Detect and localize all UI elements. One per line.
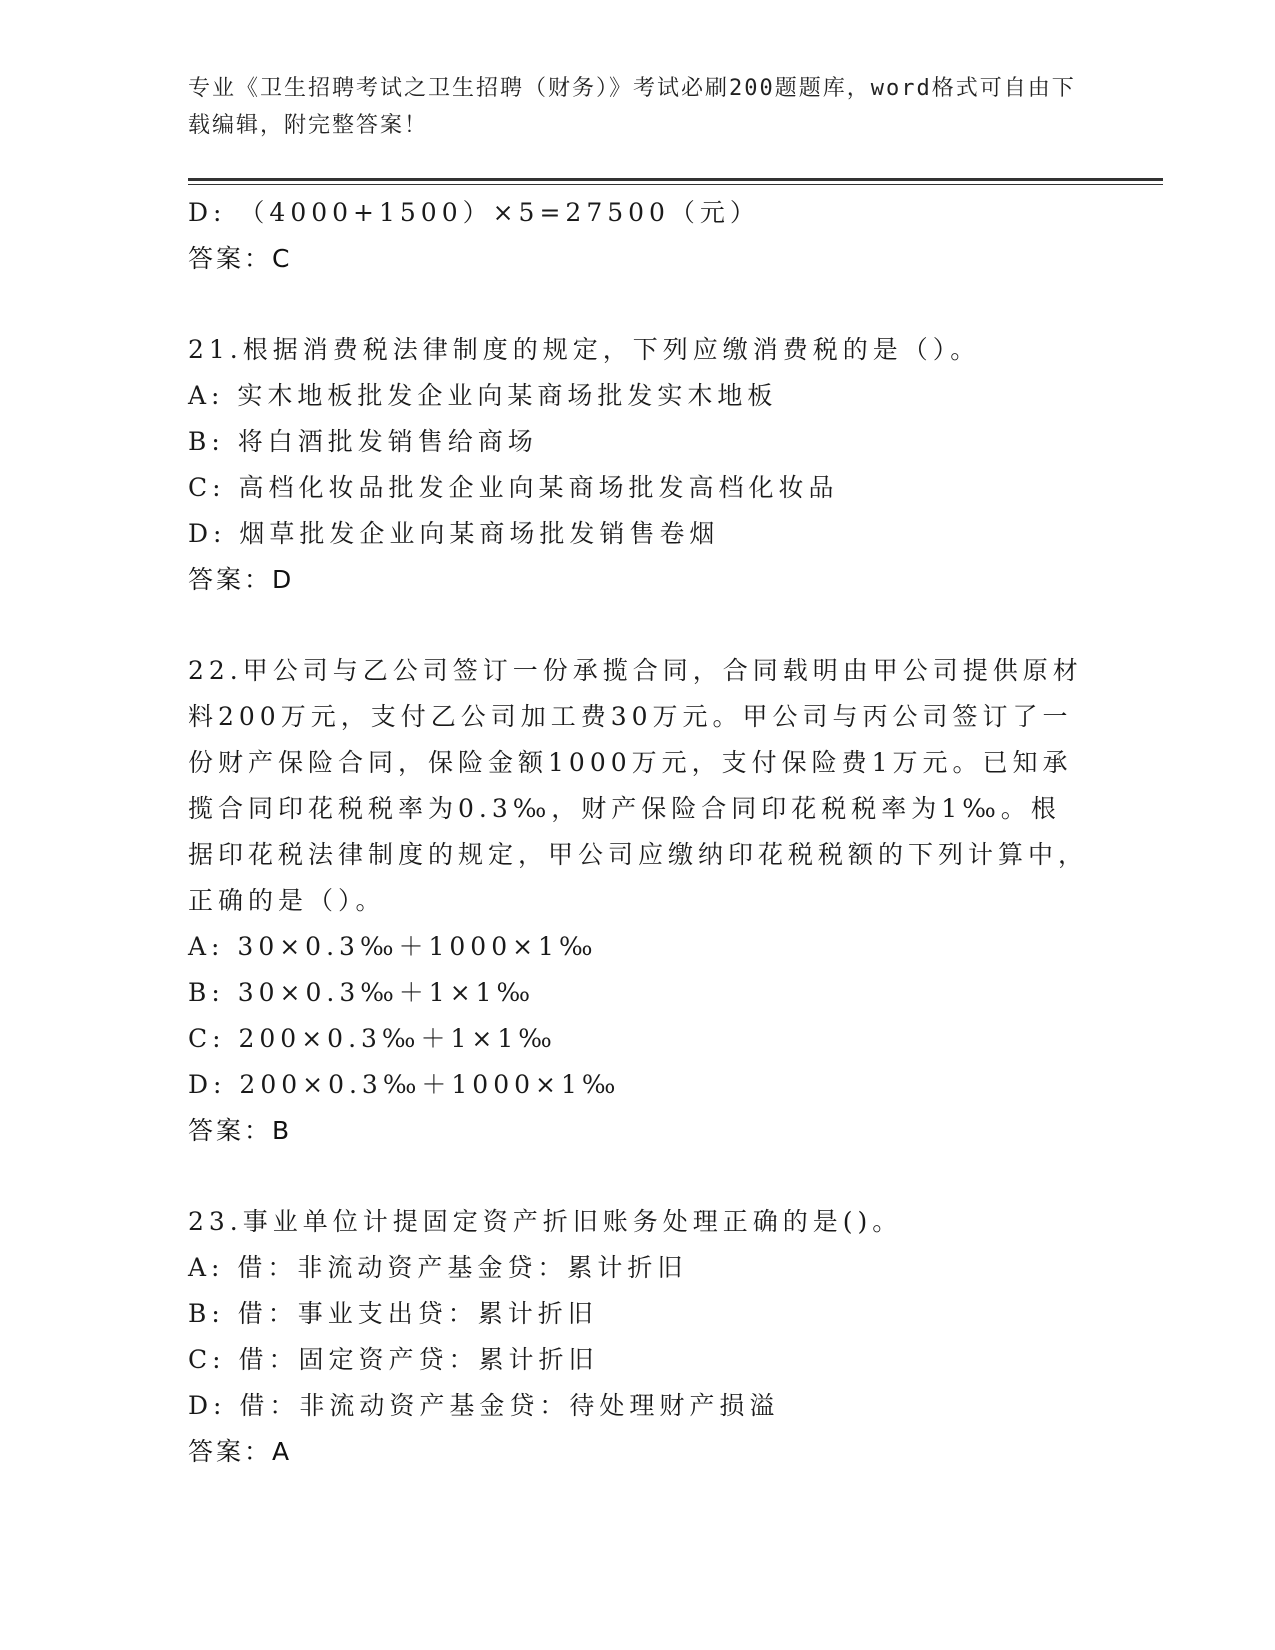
option-b: B: 将白酒批发销售给商场	[188, 427, 538, 456]
question-23	[188, 1199, 1088, 1475]
document-header: 专业《卫生招聘考试之卫生招聘（财务）》考试必刷200题题库，word格式可自由下载编辑，附完整答案！	[188, 76, 1076, 138]
answer: 答案：D	[188, 565, 295, 594]
option-a: A: 30×0.3‰＋1000×1‰	[188, 932, 598, 961]
option-a: A: 借：非流动资产基金贷：累计折旧	[188, 1253, 688, 1282]
option-b: B: 借：事业支出贷：累计折旧	[188, 1299, 598, 1328]
prev-option-d: D: （4000+1500）×5=27500（元）	[188, 198, 760, 227]
question-stem: 21.根据消费税法律制度的规定，下列应缴消费税的是（）。	[188, 335, 981, 364]
option-b: B: 30×0.3‰＋1×1‰	[188, 978, 536, 1007]
option-c: C: 高档化妆品批发企业向某商场批发高档化妆品	[188, 473, 839, 502]
option-c: C: 借：固定资产贷：累计折旧	[188, 1345, 599, 1374]
option-a: A: 实木地板批发企业向某商场批发实木地板	[188, 381, 778, 410]
prev-answer: 答案：C	[188, 244, 293, 273]
option-d: D: 烟草批发企业向某商场批发销售卷烟	[188, 519, 720, 548]
option-d: D: 200×0.3‰＋1000×1‰	[188, 1070, 621, 1099]
answer: 答案：B	[188, 1116, 293, 1145]
question-22	[188, 648, 1088, 1154]
header-divider-thick	[188, 178, 1163, 181]
question-21	[188, 327, 1088, 603]
question-list	[188, 190, 1088, 1475]
question-stem: 22.甲公司与乙公司签订一份承揽合同，合同载明由甲公司提供原材料200万元，支付乙公司加工费30万元。甲公司与丙公司签订了一份财产保险合同，保险金额1000万元，支付保险费1万元。已知承揽合同印花税税率为0.3‰，财产保险合同印花税税率为1‰。根据印花税法律制度的规定，甲公司应缴纳印花税税额的下列计算中，正确的是（）。	[188, 656, 1089, 915]
answer: 答案：A	[188, 1437, 293, 1466]
option-c: C: 200×0.3‰＋1×1‰	[188, 1024, 557, 1053]
option-d: D: 借：非流动资产基金贷：待处理财产损溢	[188, 1391, 780, 1420]
question-stem: 23.事业单位计提固定资产折旧账务处理正确的是()。	[188, 1207, 903, 1236]
header-divider-thin	[188, 184, 1163, 185]
